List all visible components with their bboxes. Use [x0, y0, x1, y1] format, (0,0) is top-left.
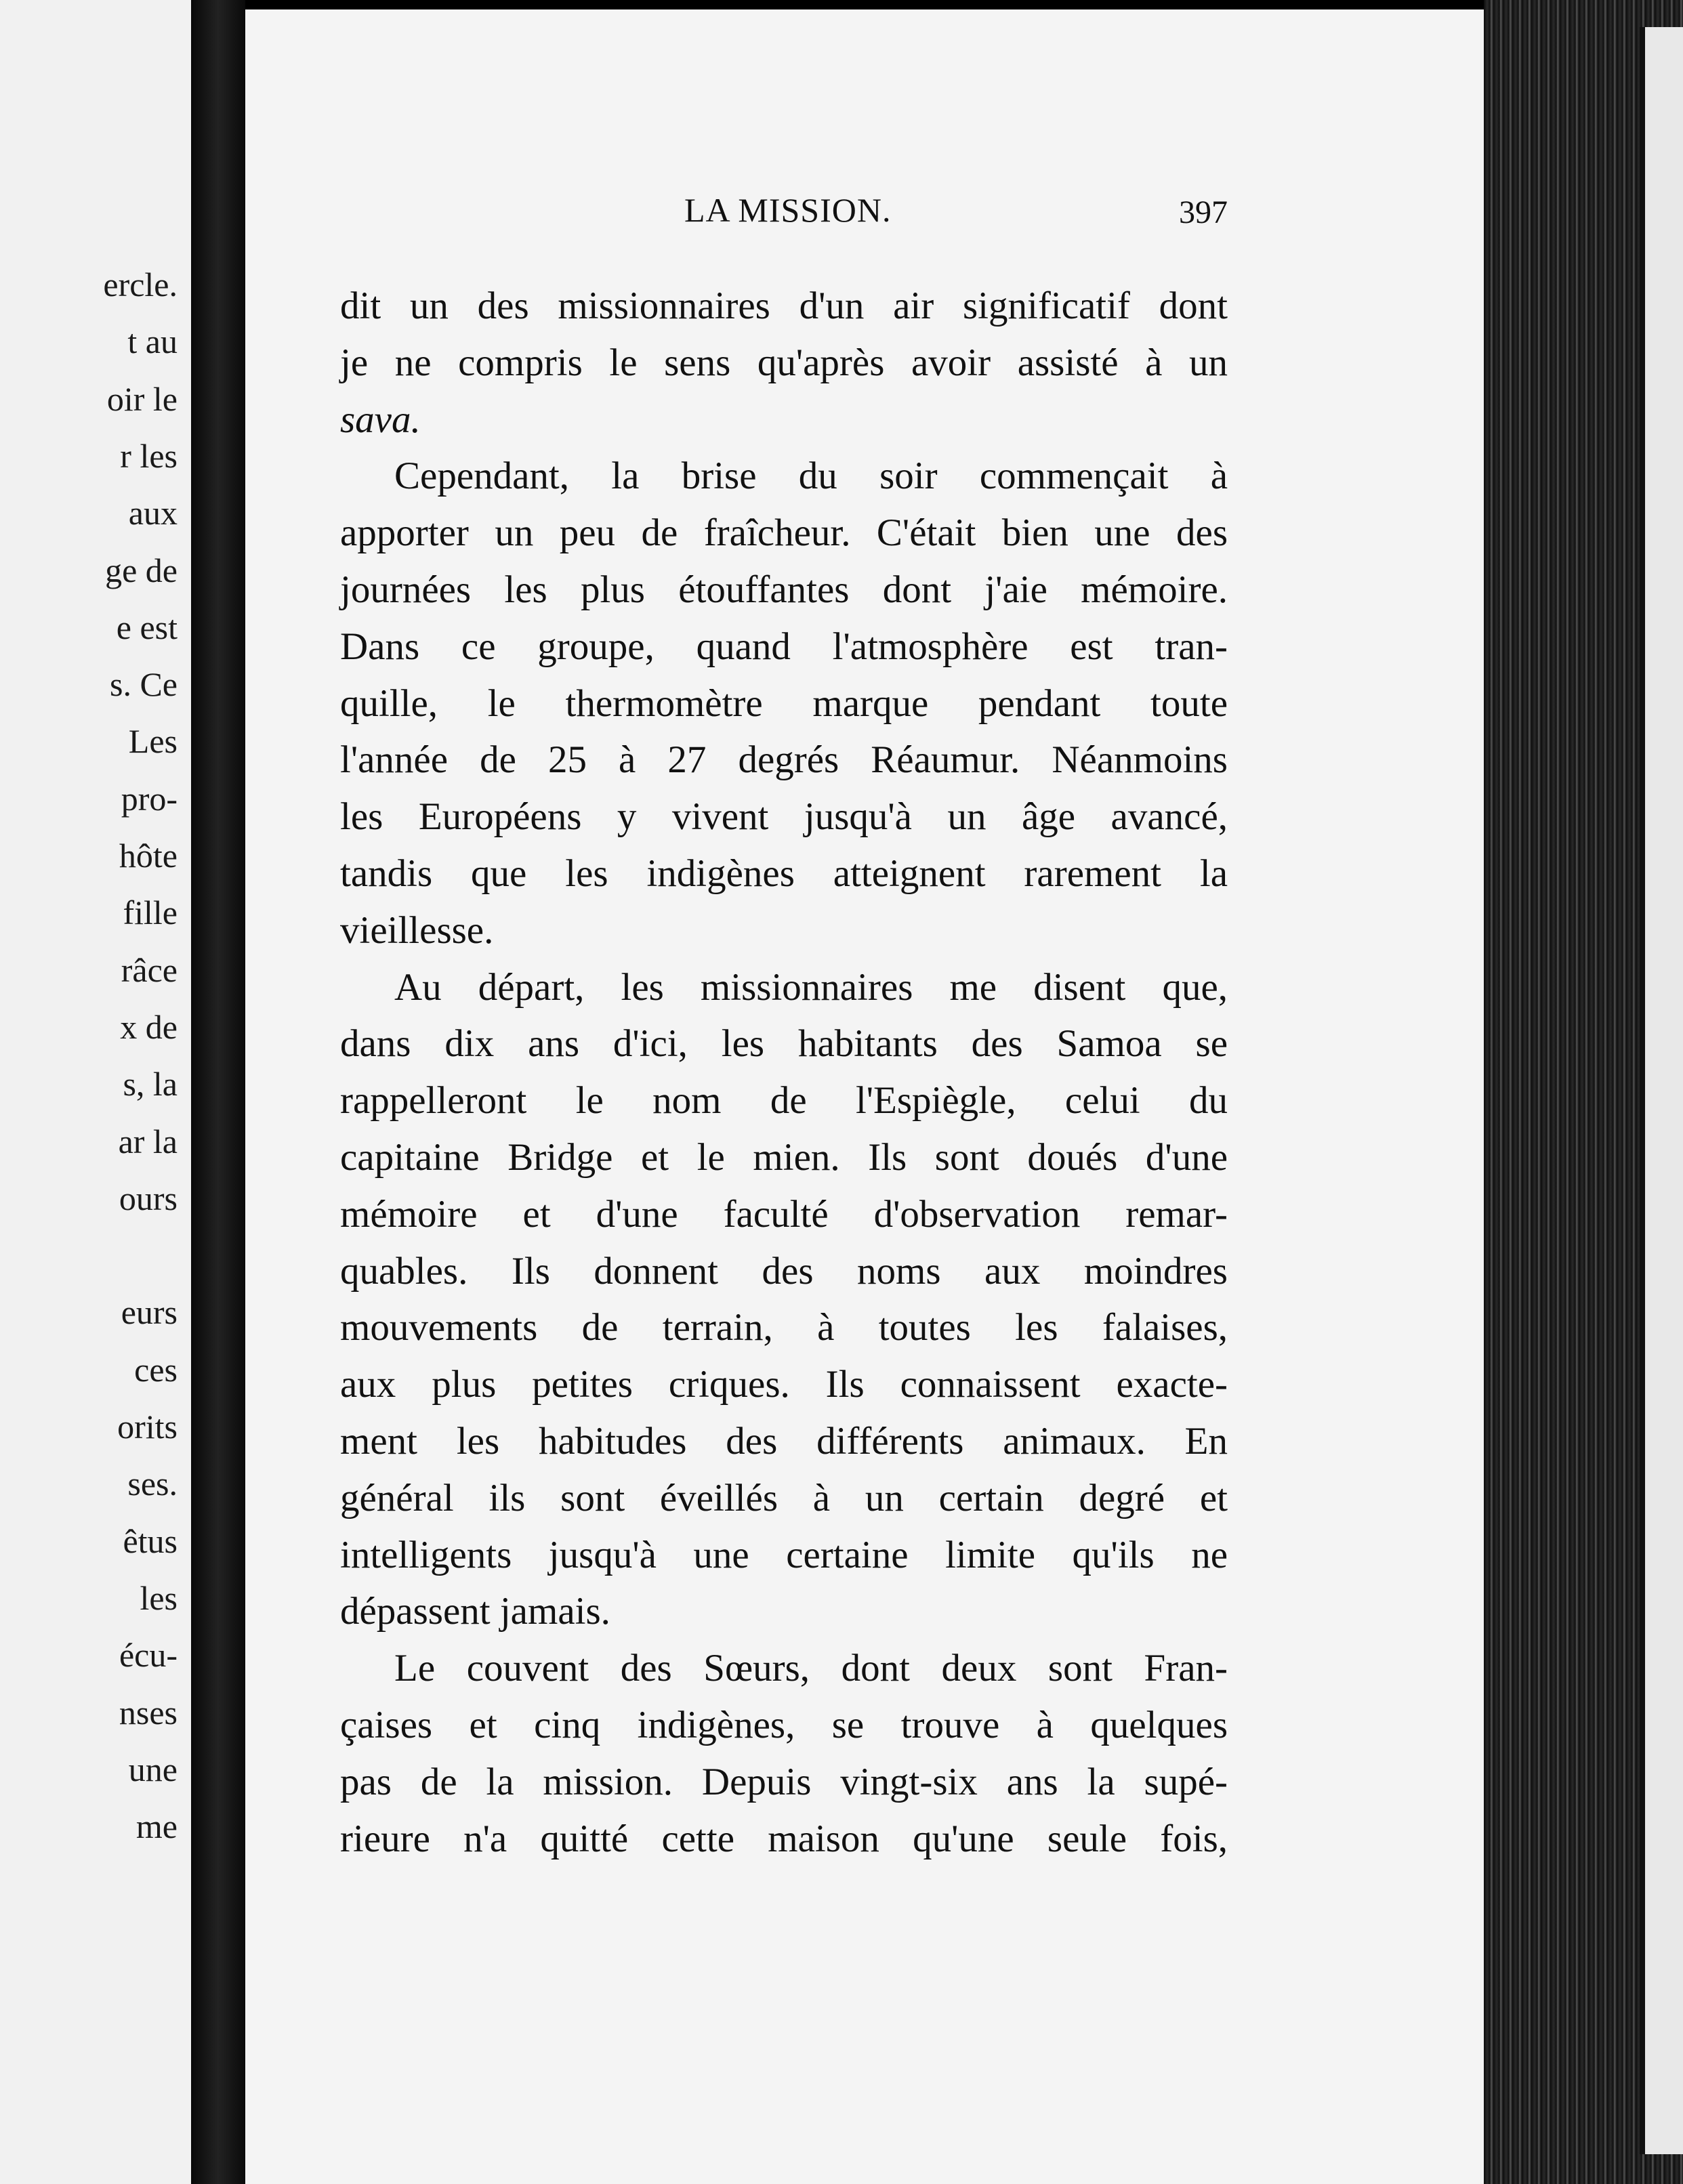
page-number: 397	[1179, 194, 1228, 230]
left-page-line-fragment: e est	[116, 608, 178, 646]
text-line: ment les habitudes des différents animaux. En	[340, 1419, 1228, 1463]
text-line: aux plus petites criques. Ils connaissent exacte-	[340, 1363, 1228, 1406]
left-page-line-fragment: orits	[117, 1408, 178, 1446]
left-page-line-fragment: ces	[134, 1350, 178, 1389]
text-line: je ne compris le sens qu'après avoir assisté à un	[340, 341, 1228, 384]
left-page-line-fragment: me	[136, 1807, 178, 1846]
left-page-line-fragment: t au	[127, 322, 178, 361]
text-line: Dans ce groupe, quand l'atmosphère est tran-	[340, 625, 1228, 668]
text-line: l'année de 25 à 27 degrés Réaumur. Néanmoins	[340, 738, 1228, 782]
text-line: tandis que les indigènes atteignent rarement la	[340, 852, 1228, 895]
text-line: dans dix ans d'ici, les habitants des Samoa se	[340, 1022, 1228, 1066]
text-line: dépassent jamais.	[340, 1590, 610, 1633]
left-page-line-fragment: eurs	[121, 1293, 178, 1332]
text-line: général ils sont éveillés à un certain degré et	[340, 1476, 1228, 1519]
text-line: mouvements de terrain, à toutes les falaises,	[340, 1306, 1228, 1349]
left-page-line-fragment: ercle.	[103, 266, 178, 303]
left-page-line-fragment: hôte	[119, 837, 178, 875]
text-line: quille, le thermomètre marque pendant toute	[340, 681, 1228, 725]
left-page-line-fragment: râce	[121, 950, 178, 989]
left-page-line-fragment: pro-	[121, 779, 178, 818]
text-line: dit un des missionnaires d'un air significatif dont	[340, 285, 1228, 327]
left-page-line-fragment: s, la	[123, 1065, 178, 1104]
left-page-line-fragment: ge de	[105, 551, 178, 589]
left-page-line-fragment: les	[140, 1578, 178, 1617]
left-page-line-fragment: nses	[119, 1693, 178, 1731]
left-page-line-fragment: x de	[120, 1007, 178, 1046]
text-line: rieure n'a quitté cette maison qu'une seule fois,	[340, 1817, 1228, 1860]
book-gutter	[191, 0, 245, 2184]
left-page	[0, 0, 191, 2184]
left-page-line-fragment: aux	[128, 494, 178, 532]
text-line: Le couvent des Sœurs, dont deux sont Fran-	[394, 1647, 1228, 1690]
left-page-line-fragment: écu-	[119, 1636, 178, 1675]
text-line: Cependant, la brise du soir commençait à	[394, 455, 1228, 498]
running-head: LA MISSION.	[684, 191, 892, 229]
left-page-line-fragment: oir le	[106, 379, 178, 418]
text-line: les Européens y vivent jusqu'à un âge avancé,	[340, 795, 1228, 839]
left-page-line-fragment: s. Ce	[110, 665, 178, 704]
text-line: çaises et cinq indigènes, se trouve à quelques	[340, 1703, 1228, 1746]
text-line: Au départ, les missionnaires me disent que,	[394, 965, 1228, 1009]
left-page-line-fragment: une	[128, 1750, 178, 1788]
left-page-line-fragment: ses.	[127, 1465, 178, 1503]
text-line: vieillesse.	[340, 908, 494, 952]
text-line: mémoire et d'une faculté d'observation remar-	[340, 1192, 1228, 1236]
left-page-line-fragment: r les	[120, 436, 178, 475]
left-page-line-fragment: fille	[123, 894, 178, 932]
text-line: quables. Ils donnent des noms aux moindres	[340, 1249, 1228, 1293]
text-line: intelligents jusqu'à une certaine limite qu'ils ne	[340, 1533, 1228, 1576]
left-page-line-fragment: ar la	[118, 1122, 178, 1160]
text-line: capitaine Bridge et le mien. Ils sont doués d'une	[340, 1135, 1228, 1179]
left-page-line-fragment: Les	[128, 722, 178, 761]
text-line: rappelleront le nom de l'Espiègle, celui du	[340, 1079, 1228, 1122]
page-fore-edge-margin	[1640, 27, 1683, 2154]
text-line: journées les plus étouffantes dont j'aie mémoire.	[340, 568, 1228, 611]
body-text	[340, 278, 1228, 1867]
text-line: sava.	[340, 398, 421, 441]
left-page-line-fragment: êtus	[123, 1521, 178, 1560]
left-page-line-fragment: ours	[119, 1179, 178, 1217]
text-line: apporter un peu de fraîcheur. C'était bien une des	[340, 511, 1228, 555]
text-line: pas de la mission. Depuis vingt-six ans la supé-	[340, 1760, 1228, 1803]
